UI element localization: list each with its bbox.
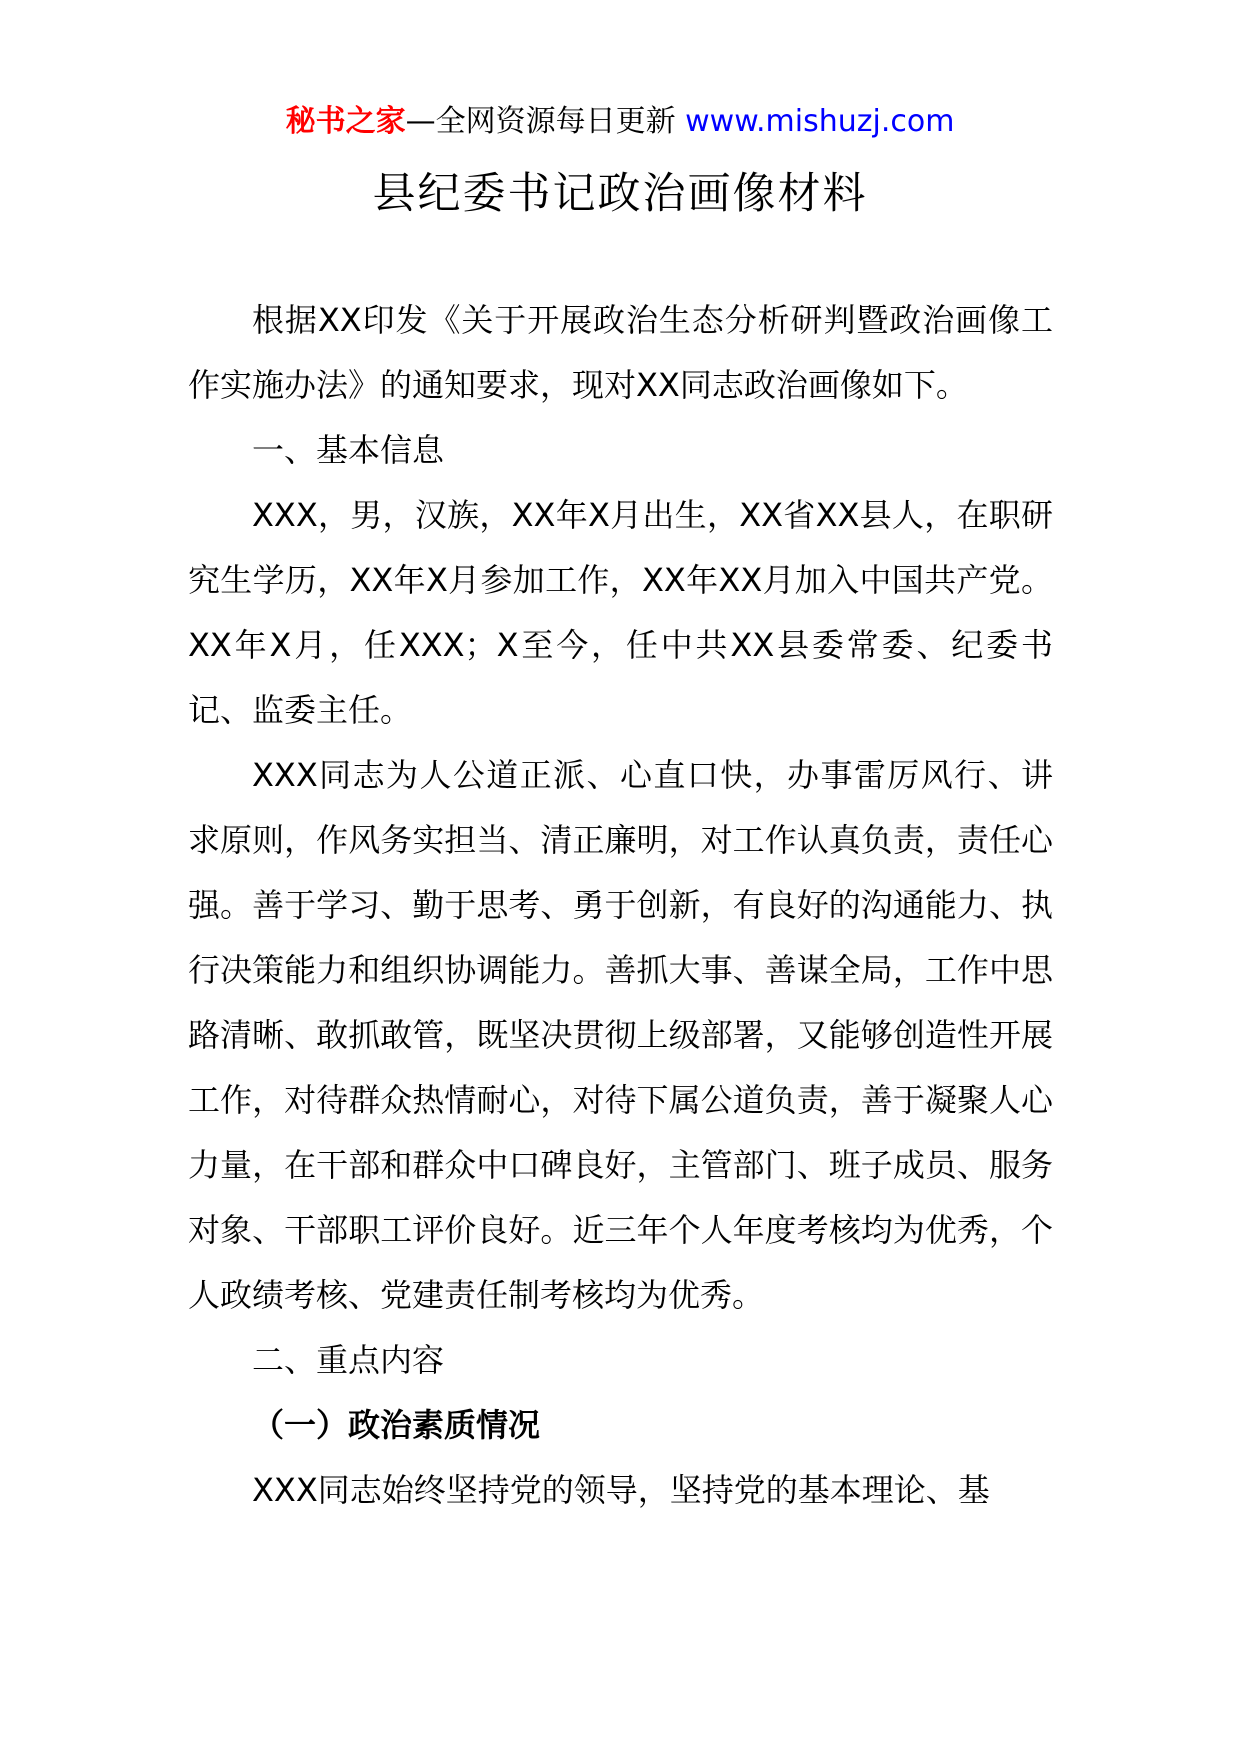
political-quality-paragraph: XXX同志始终坚持党的领导，坚持党的基本理论、基 — [252, 1471, 990, 1509]
document-title: 县纪委书记政治画像材料 — [372, 169, 868, 219]
header-brand: 秘书之家 — [285, 104, 406, 139]
site-header — [0, 102, 1240, 142]
intro-paragraph: 根据XX印发《关于开展政治生态分析研判暨政治画像工作实施办法》的通知要求，现对XX同志政治画像如下。 — [188, 301, 1053, 404]
section-heading-basic-info: 一、基本信息 — [252, 431, 445, 469]
header-url-link[interactable]: www.mishuzj.com — [685, 104, 955, 139]
basic-info-paragraph: XXX，男，汉族，XX年X月出生，XX省XX县人，在职研究生学历，XX年X月参加工作，XX年XX月加入中国共产党。XX年X月，任XXX；X至今，任中共XX县委常委、纪委书记、监委主任。 — [188, 496, 1053, 729]
subsection-heading-political-quality: （一）政治素质情况 — [252, 1406, 541, 1444]
evaluation-paragraph: XXX同志为人公道正派、心直口快，办事雷厉风行、讲求原则，作风务实担当、清正廉明，对工作认真负责，责任心强。善于学习、勤于思考、勇于创新，有良好的沟通能力、执行决策能力和组织协调能力。善抓大事、善谋全局，工作中思路清晰、敢抓敢管，既坚决贯彻上级部署，又能够创造性开展工作，对待群众热情耐心，对待下属公道负责，善于凝聚人心力量，在干部和群众中口碑良好，主管部门、班子成员、服务对象、干部职工评价良好。近三年个人年度考核均为优秀，个人政绩考核、党建责任制考核均为优秀。 — [188, 756, 1053, 1314]
document-body — [188, 288, 1053, 1523]
header-slogan: —全网资源每日更新 — [405, 104, 686, 139]
section-heading-key-content: 二、重点内容 — [252, 1341, 445, 1379]
